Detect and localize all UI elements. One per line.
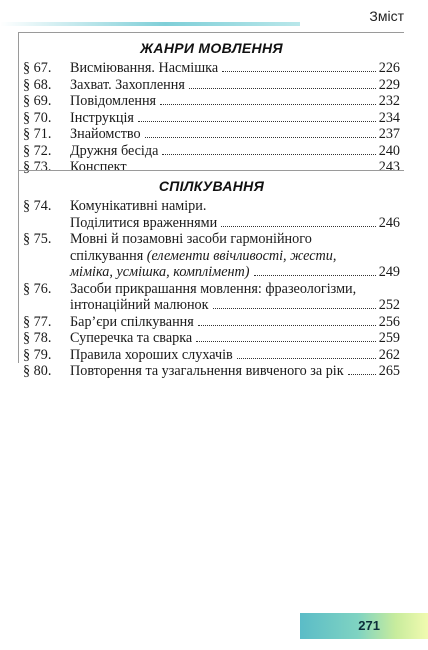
toc-entry[interactable] (23, 143, 400, 160)
page-number: 271 (358, 618, 380, 633)
entry-title-italic: міміка, усмішка, комплімент) (70, 264, 250, 280)
toc-entry[interactable] (23, 77, 400, 94)
dot-leader (145, 137, 376, 138)
entry-number: § 68. (23, 76, 52, 93)
entry-title: Конспект (70, 159, 127, 175)
entry-page: 243 (378, 159, 400, 175)
entry-title-italic: (елементи ввічливості, жести, (146, 247, 337, 264)
entry-title: Інструкція (70, 109, 134, 126)
entry-title-continued: Поділитися враженнями (70, 214, 218, 231)
header-decor-strip (0, 22, 300, 26)
entry-page: 237 (378, 126, 400, 142)
entry-page: 246 (378, 214, 400, 231)
entry-number: § 77. (23, 313, 52, 330)
dot-leader (348, 374, 376, 375)
entry-title: Засоби прикрашання мовлення: фразеологізми, (70, 280, 357, 297)
entry-number: § 69. (23, 93, 52, 109)
toc-entry[interactable] (23, 198, 400, 231)
dot-leader (162, 154, 375, 155)
entry-number: § 78. (23, 330, 52, 346)
dot-leader (196, 341, 376, 342)
dot-leader (221, 226, 376, 227)
entry-title-continued: інтонаційний малюнок (70, 297, 209, 313)
entry-title: Повідомлення (70, 93, 157, 109)
entry-number: § 74. (23, 198, 52, 214)
dot-leader (160, 104, 376, 105)
entry-page: 240 (378, 142, 400, 159)
toc-entry[interactable] (23, 93, 400, 110)
entry-number: § 80. (23, 363, 52, 379)
entry-number: § 67. (23, 60, 52, 76)
dot-leader (222, 71, 376, 72)
entry-page: 234 (378, 109, 400, 126)
entry-number: § 70. (23, 109, 52, 126)
section-title: СПІЛКУВАННЯ (158, 178, 265, 194)
entry-title: Мовні й позамовні засоби гармонійного (70, 231, 312, 247)
entry-title: Комунікативні наміри. (70, 198, 207, 214)
dot-leader (138, 121, 376, 122)
entry-title: Захват. Захоплення (70, 76, 185, 93)
entry-title: Правила хороших слухачів (70, 346, 233, 363)
entry-page: 262 (378, 346, 400, 363)
entry-page: 256 (378, 313, 400, 330)
dot-leader (254, 275, 376, 276)
entry-title: Висміювання. Насмішка (70, 60, 219, 76)
entry-page: 252 (378, 297, 400, 313)
toc-entry[interactable] (23, 314, 400, 331)
entry-number: § 79. (23, 346, 52, 363)
section-communication (18, 170, 404, 379)
section-title: ЖАНРИ МОВЛЕННЯ (140, 40, 283, 56)
toc-list (19, 198, 404, 380)
entry-title-continued: спілкування (70, 247, 144, 264)
entry-title: Дружня бесіда (70, 142, 159, 159)
dot-leader (189, 88, 376, 89)
entry-page: 226 (378, 60, 400, 76)
toc-entry[interactable] (23, 126, 400, 143)
toc-entry[interactable] (23, 347, 400, 364)
toc-list (19, 60, 404, 176)
dot-leader (213, 308, 376, 309)
toc-entry[interactable] (23, 363, 400, 380)
entry-title: Повторення та узагальнення вивченого за рік (70, 363, 344, 379)
entry-title: Знайомство (70, 126, 141, 142)
entry-page: 229 (378, 76, 400, 93)
toc-entry[interactable] (23, 330, 400, 347)
page-header-title: Зміст (369, 8, 404, 24)
toc-entry[interactable] (23, 60, 400, 77)
entry-number: § 76. (23, 280, 52, 297)
toc-entry[interactable] (23, 281, 400, 314)
entry-page: 259 (378, 330, 400, 346)
entry-page: 232 (378, 93, 400, 109)
toc-entry[interactable] (23, 110, 400, 127)
entry-number: § 72. (23, 142, 52, 159)
toc-entry[interactable] (23, 231, 400, 281)
entry-page: 249 (378, 264, 400, 280)
entry-number: § 73. (23, 159, 52, 175)
dot-leader (237, 358, 376, 359)
entry-number: § 71. (23, 126, 52, 142)
entry-page: 265 (378, 363, 400, 379)
section-genres (18, 32, 404, 173)
dot-leader (198, 325, 376, 326)
entry-number: § 75. (23, 231, 52, 247)
entry-title: Бар’єри спілкування (70, 313, 194, 330)
entry-title: Суперечка та сварка (70, 330, 193, 346)
